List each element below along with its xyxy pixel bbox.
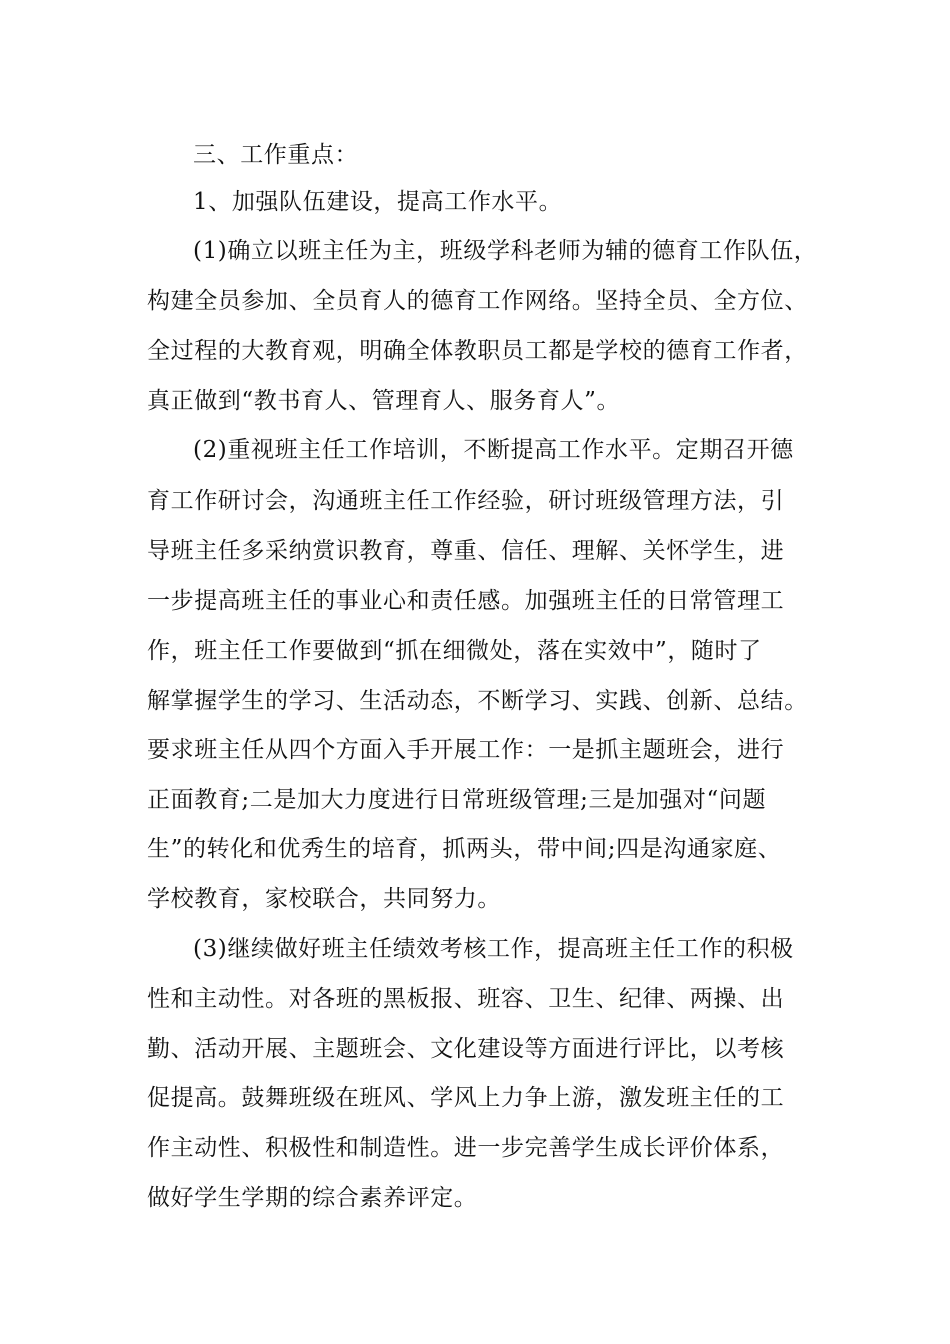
- paragraph-line: 构建全员参加、全员育人的德育工作网络。坚持全员、全方位、: [147, 288, 808, 314]
- paragraph-line: 做好学生学期的综合素养评定。: [147, 1185, 478, 1211]
- paragraph-line: (2)重视班主任工作培训，不断提高工作水平。定期召开德: [193, 437, 794, 463]
- section-heading: 三、工作重点：: [193, 142, 359, 168]
- paragraph-line: 性和主动性。对各班的黑板报、班容、卫生、纪律、两操、出: [147, 986, 785, 1012]
- paragraph-line: 要求班主任从四个方面入手开展工作：一是抓主题班会，进行: [147, 737, 785, 763]
- paragraph-line: 全过程的大教育观，明确全体教职员工都是学校的德育工作者，: [147, 338, 808, 364]
- paragraph-line: (1)确立以班主任为主，班级学科老师为辅的德育工作队伍，: [193, 238, 818, 264]
- paragraph-line: 育工作研讨会，沟通班主任工作经验，研讨班级管理方法，引: [147, 488, 785, 514]
- paragraph-line: (3)继续做好班主任绩效考核工作，提高班主任工作的积极: [193, 936, 794, 962]
- paragraph-line: 导班主任多采纳赏识教育，尊重、信任、理解、关怀学生，进: [147, 538, 785, 564]
- paragraph-line: 一步提高班主任的事业心和责任感。加强班主任的日常管理工: [147, 588, 785, 614]
- paragraph-line: 学校教育，家校联合，共同努力。: [147, 886, 501, 912]
- paragraph-line: 作主动性、积极性和制造性。进一步完善学生成长评价体系，: [147, 1135, 785, 1161]
- paragraph-line: 真正做到“教书育人、管理育人、服务育人”。: [147, 388, 621, 414]
- paragraph-line: 促提高。鼓舞班级在班风、学风上力争上游，激发班主任的工: [147, 1085, 785, 1111]
- paragraph-line: 正面教育;二是加大力度进行日常班级管理;三是加强对“问题: [147, 787, 767, 813]
- paragraph-line: 勤、活动开展、主题班会、文化建设等方面进行评比，以考核: [147, 1036, 785, 1062]
- paragraph-line: 生”的转化和优秀生的培育，抓两头，带中间;四是沟通家庭、: [147, 836, 782, 862]
- paragraph-line: 作，班主任工作要做到“抓在细微处，落在实效中”，随时了: [147, 638, 762, 664]
- paragraph-line: 解掌握学生的学习、生活动态，不断学习、实践、创新、总结。: [147, 688, 808, 714]
- subsection-heading: 1、加强队伍建设，提高工作水平。: [193, 189, 563, 215]
